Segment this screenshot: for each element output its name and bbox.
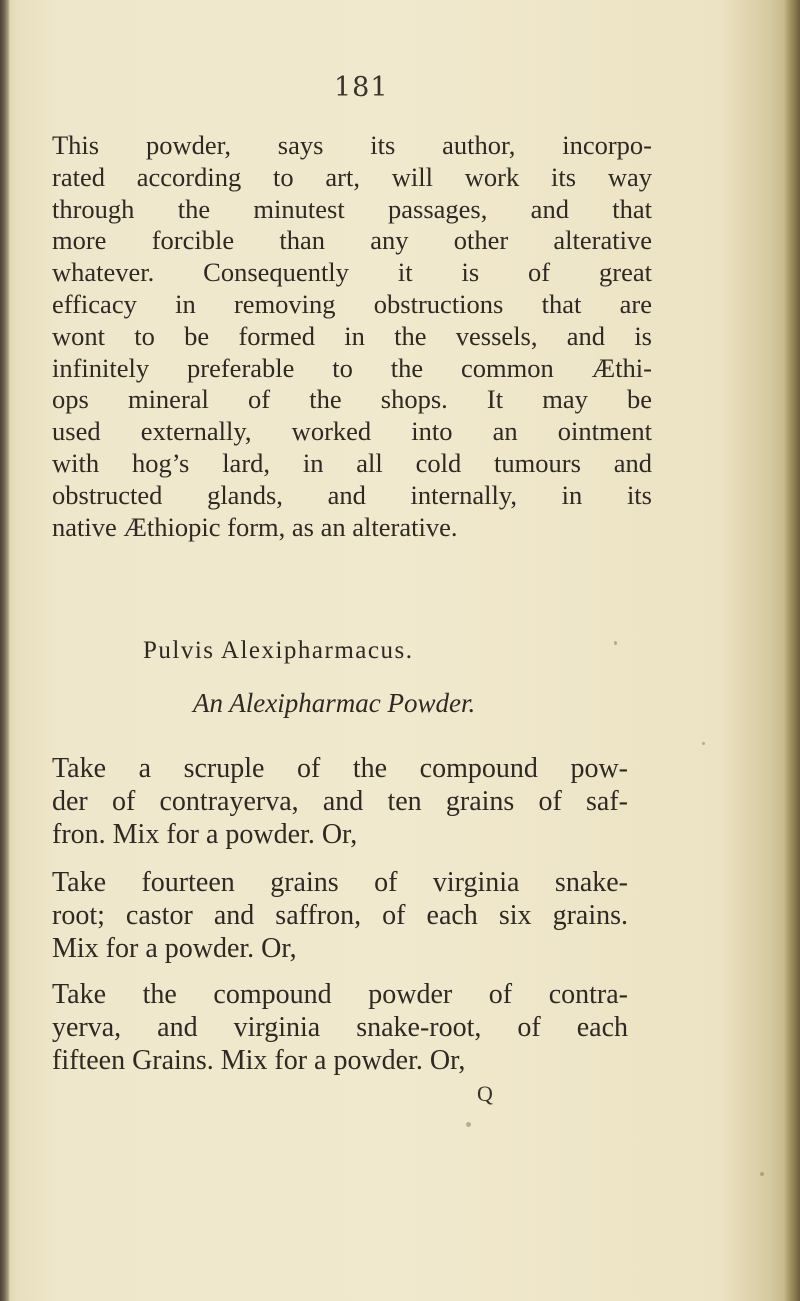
recipe-line: Take a scruple of the compound pow- [52,753,628,784]
paragraph-line: used externally, worked into an ointment [52,416,652,447]
recipe-line: Mix for a powder. Or, [52,933,297,964]
recipe-line: fron. Mix for a powder. Or, [52,819,358,850]
recipe-3 [52,978,628,1077]
recipe-1 [52,752,628,851]
section-subtitle: An Alexipharmac Powder. [193,688,476,718]
paragraph-line: efficacy in removing obstructions that are [52,288,652,319]
paragraph-line: wont to be formed in the vessels, and is [52,320,652,351]
paragraph-line: ops mineral of the shops. It may be [52,384,652,415]
paragraph-line: This powder, says its author, incorpo- [52,130,652,160]
section-title: Pulvis Alexipharmacus. [143,637,414,664]
recipe-line: Take the compound powder of contra- [52,979,628,1010]
recipe-line: fifteen Grains. Mix for a powder. Or, [52,1045,466,1076]
paper-speck [702,742,705,745]
paper-speck [466,1122,471,1127]
paragraph-line: with hog’s lard, in all cold tumours and [52,447,652,478]
page-binding-edge [0,0,10,1301]
paragraph [52,130,652,543]
signature-mark: Q [477,1081,493,1106]
recipe-line: Take fourteen grains of virginia snake- [52,867,628,898]
paragraph-line: rated according to art, will work its way [52,161,652,192]
paragraph-line: whatever. Consequently it is of great [52,257,652,288]
paragraph-line: native Æthiopic form, as an alterative. [52,511,458,542]
recipe-2 [52,866,628,965]
paragraph-line: through the minutest passages, and that [52,193,652,224]
paragraph-line: more forcible than any other alterative [52,225,652,256]
paper-speck [614,641,617,645]
recipe-line: der of contrayerva, and ten grains of saf- [52,786,628,817]
recipe-line: root; castor and saffron, of each six grains. [52,900,628,931]
paper-speck [760,1172,764,1176]
page-number: 181 [334,72,389,103]
paragraph-line: infinitely preferable to the common Æthi- [52,352,652,383]
paragraph-line: obstructed glands, and internally, in its [52,479,652,510]
recipe-line: yerva, and virginia snake-root, of each [52,1012,628,1043]
page-right-edge [784,0,800,1301]
